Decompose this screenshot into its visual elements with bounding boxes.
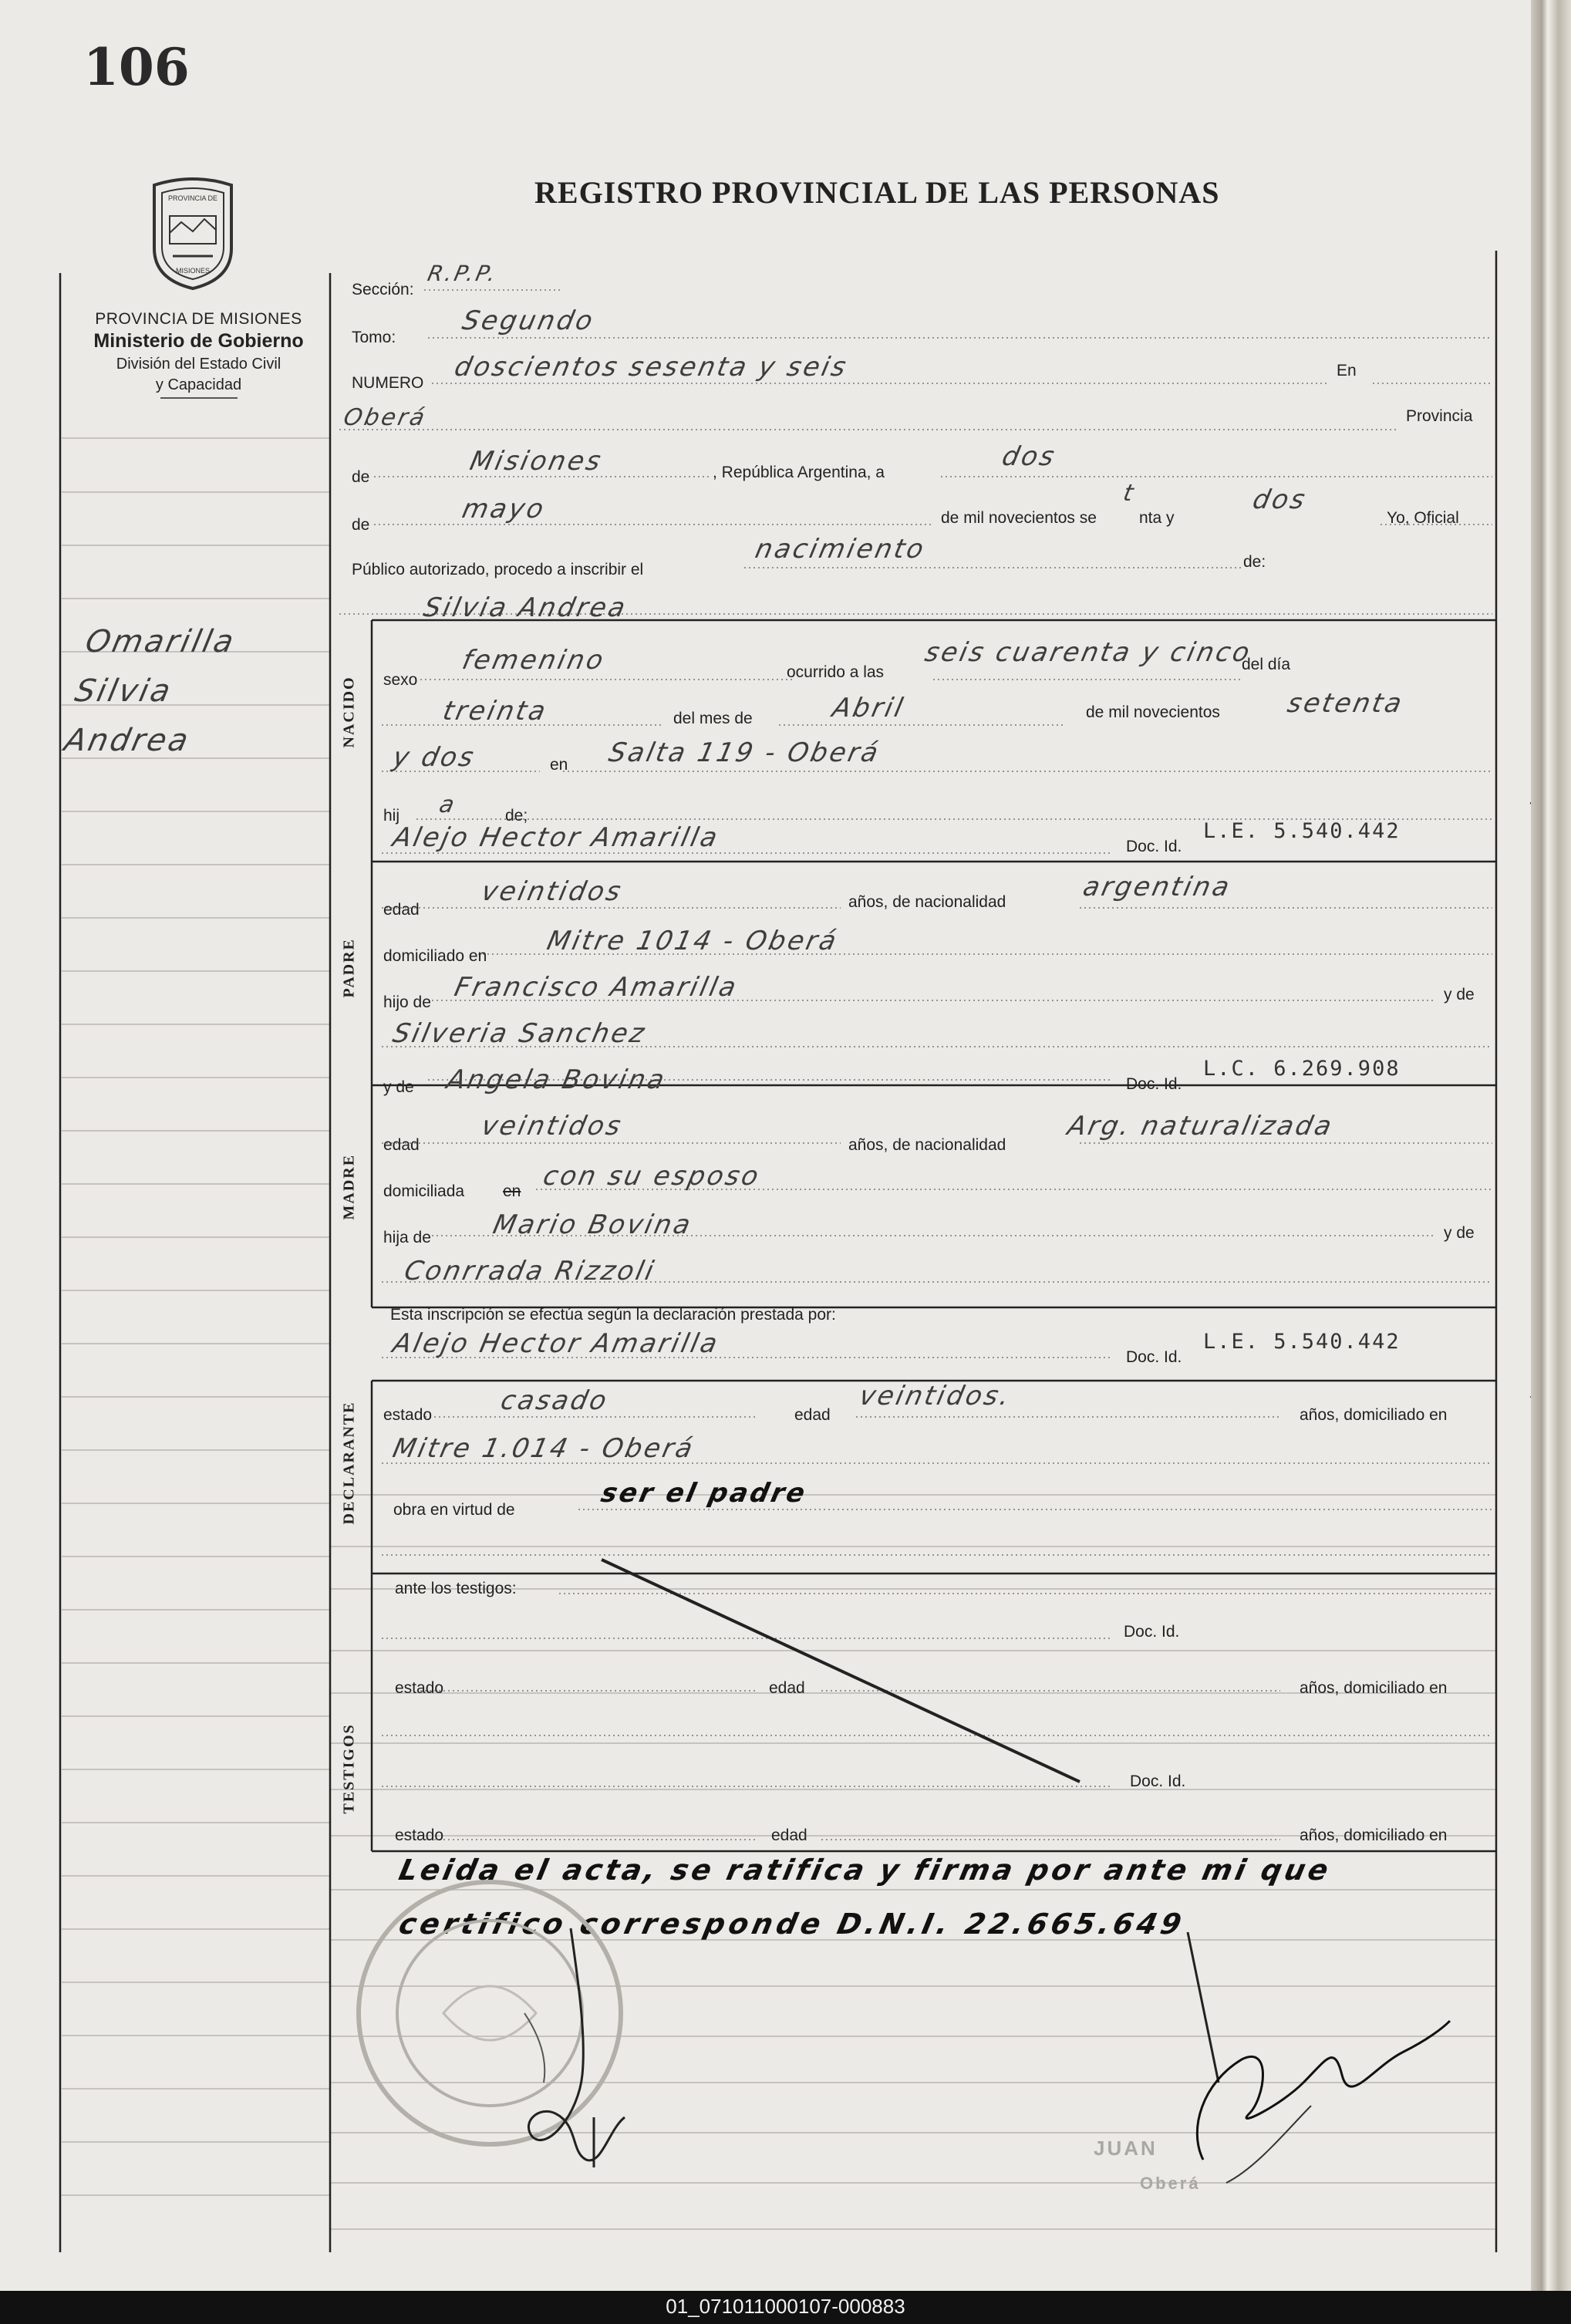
label-edad: edad	[794, 1406, 831, 1424]
seal-text-top: PROVINCIA DE	[167, 194, 218, 202]
label-domiciliada: domiciliada	[383, 1182, 465, 1200]
value-declarante-domicilio: Mitre 1.014 - Oberá	[389, 1433, 698, 1464]
value-hij-suffix: a	[437, 791, 460, 818]
label-anos-nacionalidad: años, de nacionalidad	[848, 893, 1006, 911]
value-ciudad: Oberá	[341, 404, 430, 431]
label-y-de: y de	[1444, 986, 1475, 1003]
label-anos-nacionalidad: años, de nacionalidad	[848, 1136, 1006, 1154]
label-de-mil-novecientos2: de mil novecientos	[1086, 703, 1220, 721]
value-madre-madre: Conrrada Rizzoli	[401, 1256, 659, 1287]
value-anio-acta: dos	[1249, 484, 1310, 515]
value-padre-doc: L.E. 5.540.442	[1203, 819, 1401, 843]
label-ta-y: nta y	[1139, 509, 1175, 527]
label-domiciliado-en: domiciliado en	[383, 947, 487, 965]
margin-name-line: Andrea	[61, 723, 194, 758]
label-provincia: Provincia	[1406, 407, 1473, 425]
value-declarante-edad: veintidos.	[856, 1381, 1014, 1412]
value-declarante-estado: casado	[497, 1385, 612, 1416]
value-lugar: Salta 119 - Oberá	[605, 737, 883, 768]
margin-name	[60, 617, 241, 765]
seal-text-bottom: MISIONES	[175, 267, 211, 275]
label-anos-domiciliado: años, domiciliado en	[1300, 1826, 1448, 1844]
label-en-struck: en	[503, 1182, 521, 1200]
value-provincia: Misiones	[467, 446, 606, 477]
label-republica: , República Argentina, a	[713, 464, 885, 481]
label-hija-de: hija de	[383, 1229, 431, 1246]
label-ocurrido: ocurrido a las	[787, 663, 885, 681]
label-doc-id: Doc. Id.	[1126, 1075, 1182, 1093]
signature-right	[1157, 1928, 1465, 2206]
closing-line-2: certifico corresponde D.N.I. 22.665.649	[396, 1907, 1188, 1941]
label-anos-domiciliado: años, domiciliado en	[1300, 1679, 1448, 1697]
ministry-line1: PROVINCIA DE MISIONES	[95, 310, 302, 328]
value-hora: seis cuarenta y cinco	[922, 637, 1255, 668]
label-y-de: y de	[383, 1078, 414, 1096]
label-y-de: y de	[1444, 1224, 1475, 1242]
label-tomo: Tomo:	[352, 329, 396, 346]
label-edad: edad	[771, 1826, 807, 1844]
page-number: 106	[83, 37, 190, 97]
signature-left	[478, 1921, 648, 2175]
label-anos-domiciliado: años, domiciliado en	[1300, 1406, 1448, 1424]
label-del-mes-de: del mes de	[673, 710, 753, 727]
label-estado: estado	[383, 1406, 433, 1424]
value-nombre: Silvia Andrea	[420, 592, 631, 623]
label-publico: Público autorizado, procedo a inscribir el	[352, 561, 644, 578]
label-doc-id: Doc. Id.	[1126, 838, 1182, 855]
label-hij: hij	[383, 807, 400, 825]
header-title: REGISTRO PROVINCIAL DE LAS PERSONAS	[534, 175, 1220, 210]
value-madre-edad: veintidos	[478, 1111, 626, 1142]
margin-name-line: Silvia	[72, 673, 176, 709]
label-en2: en	[550, 756, 568, 774]
value-madre-doc: L.C. 6.269.908	[1203, 1057, 1401, 1081]
label-doc-id: Doc. Id.	[1124, 1623, 1180, 1641]
page-edge	[1531, 0, 1571, 2291]
value-madre: Angela Bovina	[443, 1064, 669, 1095]
section-nacido: NACIDO	[340, 676, 358, 748]
value-declarante-virtud: ser el padre	[598, 1478, 811, 1509]
label-seccion: Sección:	[352, 281, 414, 299]
closing-line-1: Leida el acta, se ratifica y firma por ante mi que	[396, 1853, 1335, 1887]
label-yo-oficial: Yo, Oficial	[1387, 509, 1459, 527]
label-estado: estado	[395, 1826, 444, 1844]
label-edad: edad	[769, 1679, 805, 1697]
filename-caption: 01_071011000107-000883	[666, 2295, 905, 2318]
label-de-semi: de;	[505, 807, 528, 825]
label-doc-id: Doc. Id.	[1126, 1348, 1182, 1366]
label-en: En	[1337, 362, 1357, 379]
value-declarante-doc: L.E. 5.540.442	[1203, 1330, 1401, 1354]
value-padre: Alejo Hector Amarilla	[389, 822, 723, 853]
section-padre: PADRE	[340, 938, 358, 998]
value-seccion: R.P.P.	[425, 261, 501, 286]
value-numero: doscientos sesenta y seis	[451, 352, 851, 383]
value-sexo: femenino	[459, 645, 609, 676]
value-declarante: Alejo Hector Amarilla	[389, 1328, 723, 1359]
margin-name-line: Omarilla	[82, 624, 239, 659]
value-madre-nacionalidad: Arg. naturalizada	[1064, 1111, 1337, 1142]
ministry-line3: División del Estado Civil	[116, 356, 281, 373]
value-mes-nacimiento: Abril	[829, 693, 908, 724]
ministry-line4: y Capacidad	[155, 376, 242, 393]
label-ante-testigos: ante los testigos:	[395, 1580, 517, 1597]
value-madre-padre: Mario Bovina	[490, 1209, 696, 1240]
label-estado: estado	[395, 1679, 444, 1697]
value-padre-domicilio: Mitre 1014 - Oberá	[544, 926, 841, 956]
value-decada-insert: t	[1121, 480, 1138, 507]
value-dia-acta: dos	[999, 441, 1060, 472]
label-hijo-de: hijo de	[383, 993, 431, 1011]
label-edad: edad	[383, 901, 420, 919]
value-tomo: Segundo	[459, 305, 598, 336]
value-madre-domicilio: con su esposo	[540, 1161, 764, 1192]
value-dia-nacimiento: treinta	[440, 696, 551, 727]
label-de: de	[352, 468, 370, 486]
official-stamp-line2: Oberá	[1140, 2174, 1201, 2193]
value-padre-nacionalidad: argentina	[1080, 872, 1235, 902]
label-numero: NUMERO	[352, 374, 424, 392]
label-esta-inscripcion: Esta inscripción se efectúa según la declaración prestada por:	[390, 1306, 836, 1324]
section-declarante: DECLARANTE	[340, 1401, 358, 1525]
label-edad: edad	[383, 1136, 420, 1154]
label-de-mil-novecientos: de mil novecientos se	[941, 509, 1097, 527]
value-mes-acta: mayo	[459, 494, 549, 525]
official-stamp-line1: JUAN	[1094, 2137, 1158, 2160]
value-padre-padre: Francisco Amarilla	[451, 972, 741, 1003]
ministry-line2: Ministerio de Gobierno	[93, 330, 304, 352]
section-madre: MADRE	[340, 1153, 358, 1220]
value-inscribe: nacimiento	[752, 534, 929, 565]
value-padre-madre: Silveria Sanchez	[389, 1018, 649, 1049]
value-padre-edad: veintidos	[478, 876, 626, 907]
label-sexo: sexo	[383, 671, 418, 689]
value-anio-nacimiento: setenta	[1284, 688, 1407, 719]
value-anio-nacimiento-2: y dos	[389, 742, 479, 773]
section-testigos: TESTIGOS	[340, 1723, 358, 1814]
label-obra-en-virtud: obra en virtud de	[393, 1501, 515, 1519]
label-doc-id: Doc. Id.	[1130, 1773, 1186, 1790]
label-del-dia: del día	[1242, 656, 1291, 673]
label-de: de	[352, 516, 370, 534]
label-de-colon: de:	[1243, 553, 1266, 571]
